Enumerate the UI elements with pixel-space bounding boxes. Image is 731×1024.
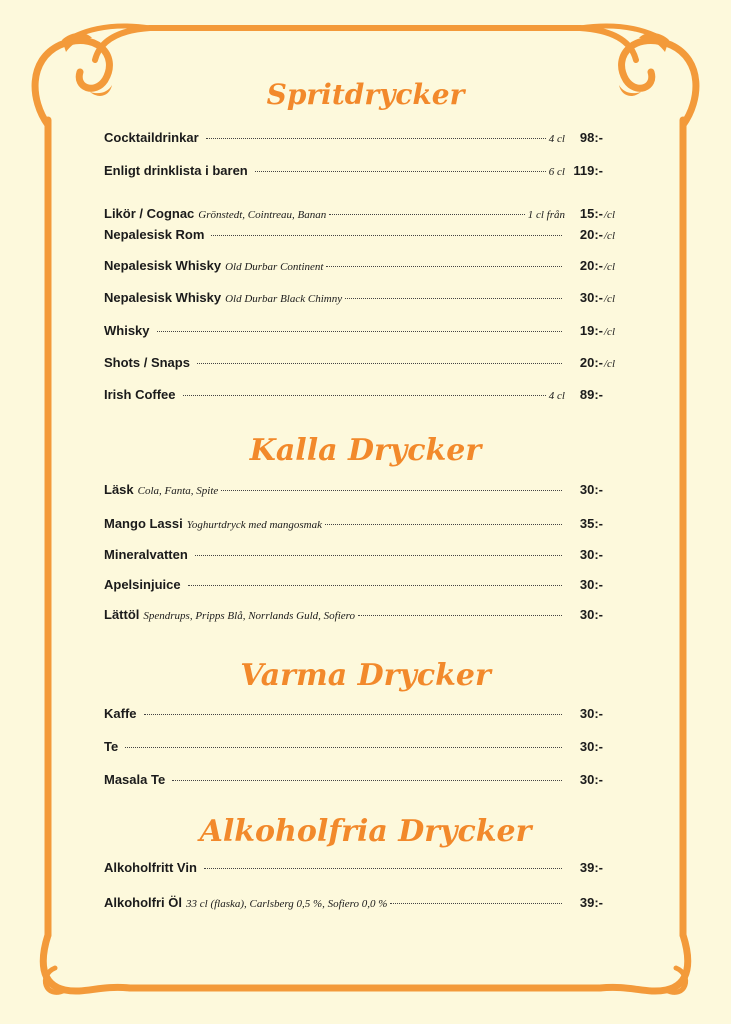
item-name: Apelsinjuice (104, 577, 181, 592)
section-title-varma-drycker: Varma Drycker (240, 658, 491, 693)
menu-item (104, 860, 624, 876)
item-volume: 6 cl (548, 166, 565, 178)
leader-dots (326, 266, 562, 267)
menu-item (104, 516, 624, 532)
item-unit: /cl (604, 358, 615, 370)
leader-dots (211, 235, 562, 236)
leader-dots (172, 780, 562, 781)
item-price: 30:- (579, 706, 603, 721)
item-name: Alkoholfri Öl (104, 895, 182, 910)
menu-item (104, 772, 624, 788)
item-name: Alkoholfritt Vin (104, 860, 197, 875)
menu-item (104, 607, 624, 623)
menu-item (104, 290, 624, 306)
item-name: Nepalesisk Whisky (104, 290, 222, 305)
leader-dots (144, 714, 562, 715)
menu-item (104, 739, 624, 755)
item-price: 39:- (579, 860, 603, 875)
menu-item (104, 577, 624, 593)
item-volume: 1 cl från (527, 209, 565, 221)
menu-item (104, 206, 624, 222)
menu-item (104, 895, 624, 911)
leader-dots (195, 555, 562, 556)
item-price: 30:- (579, 482, 603, 497)
item-name: Whisky (104, 323, 150, 338)
item-desc: Old Durbar Black Chimny (225, 293, 343, 305)
leader-dots (206, 138, 546, 139)
item-name: Mango Lassi (104, 516, 183, 531)
item-price: 89:- (579, 387, 603, 402)
item-desc: Grönstedt, Cointreau, Banan (198, 209, 327, 221)
item-name: Nepalesisk Rom (104, 227, 205, 242)
leader-dots (183, 395, 546, 396)
leader-dots (204, 868, 562, 869)
section-title-alkoholfria-drycker: Alkoholfria Drycker (199, 814, 532, 849)
menu-item (104, 258, 624, 274)
leader-dots (325, 524, 562, 525)
item-price: 20:- (579, 355, 603, 370)
item-name: Läsk (104, 482, 134, 497)
item-price: 19:- (579, 323, 603, 338)
item-price: 30:- (579, 547, 603, 562)
item-desc: 33 cl (flaska), Carlsberg 0,5 %, Sofiero 0,0 % (186, 898, 388, 910)
item-desc: Spendrups, Pripps Blå, Norrlands Guld, Sofiero (143, 610, 356, 622)
item-volume: 4 cl (548, 133, 565, 145)
leader-dots (390, 903, 562, 904)
menu-item (104, 482, 624, 498)
item-name: Cocktaildrinkar (104, 130, 199, 145)
item-name: Enligt drinklista i baren (104, 163, 248, 178)
leader-dots (221, 490, 562, 491)
item-desc: Yoghurtdryck med mangosmak (186, 519, 322, 531)
item-name: Nepalesisk Whisky (104, 258, 222, 273)
section-title-kalla-drycker: Kalla Drycker (249, 433, 482, 468)
menu-item (104, 323, 624, 339)
item-price: 39:- (579, 895, 603, 910)
leader-dots (329, 214, 524, 215)
leader-dots (197, 363, 562, 364)
item-price: 98:- (579, 130, 603, 145)
item-unit: /cl (604, 293, 615, 305)
item-desc: Cola, Fanta, Spite (137, 485, 219, 497)
leader-dots (345, 298, 562, 299)
item-price: 15:- (579, 206, 603, 221)
item-name: Te (104, 739, 119, 754)
item-name: Masala Te (104, 772, 166, 787)
menu-item (104, 163, 624, 179)
item-unit: /cl (604, 209, 615, 221)
item-price: 30:- (579, 290, 603, 305)
leader-dots (188, 585, 562, 586)
item-name: Shots / Snaps (104, 355, 190, 370)
item-desc: Old Durbar Continent (225, 261, 324, 273)
menu-item (104, 547, 624, 563)
item-price: 30:- (579, 577, 603, 592)
item-price: 30:- (579, 772, 603, 787)
menu-item (104, 227, 624, 243)
item-name: Lättöl (104, 607, 140, 622)
item-unit: /cl (604, 261, 615, 273)
item-name: Mineralvatten (104, 547, 188, 562)
leader-dots (358, 615, 562, 616)
item-name: Kaffe (104, 706, 137, 721)
section-title-spritdrycker: Spritdrycker (266, 78, 465, 111)
leader-dots (157, 331, 562, 332)
item-name: Likör / Cognac (104, 206, 195, 221)
item-price: 20:- (579, 227, 603, 242)
item-volume: 4 cl (548, 390, 565, 402)
item-price: 35:- (579, 516, 603, 531)
menu-item (104, 387, 624, 403)
leader-dots (125, 747, 562, 748)
item-price: 30:- (579, 607, 603, 622)
item-price: 119:- (573, 163, 603, 178)
menu-item (104, 355, 624, 371)
item-name: Irish Coffee (104, 387, 176, 402)
item-price: 30:- (579, 739, 603, 754)
leader-dots (255, 171, 546, 172)
menu-item (104, 706, 624, 722)
menu-item (104, 130, 624, 146)
item-price: 20:- (579, 258, 603, 273)
item-unit: /cl (604, 326, 615, 338)
item-unit: /cl (604, 230, 615, 242)
